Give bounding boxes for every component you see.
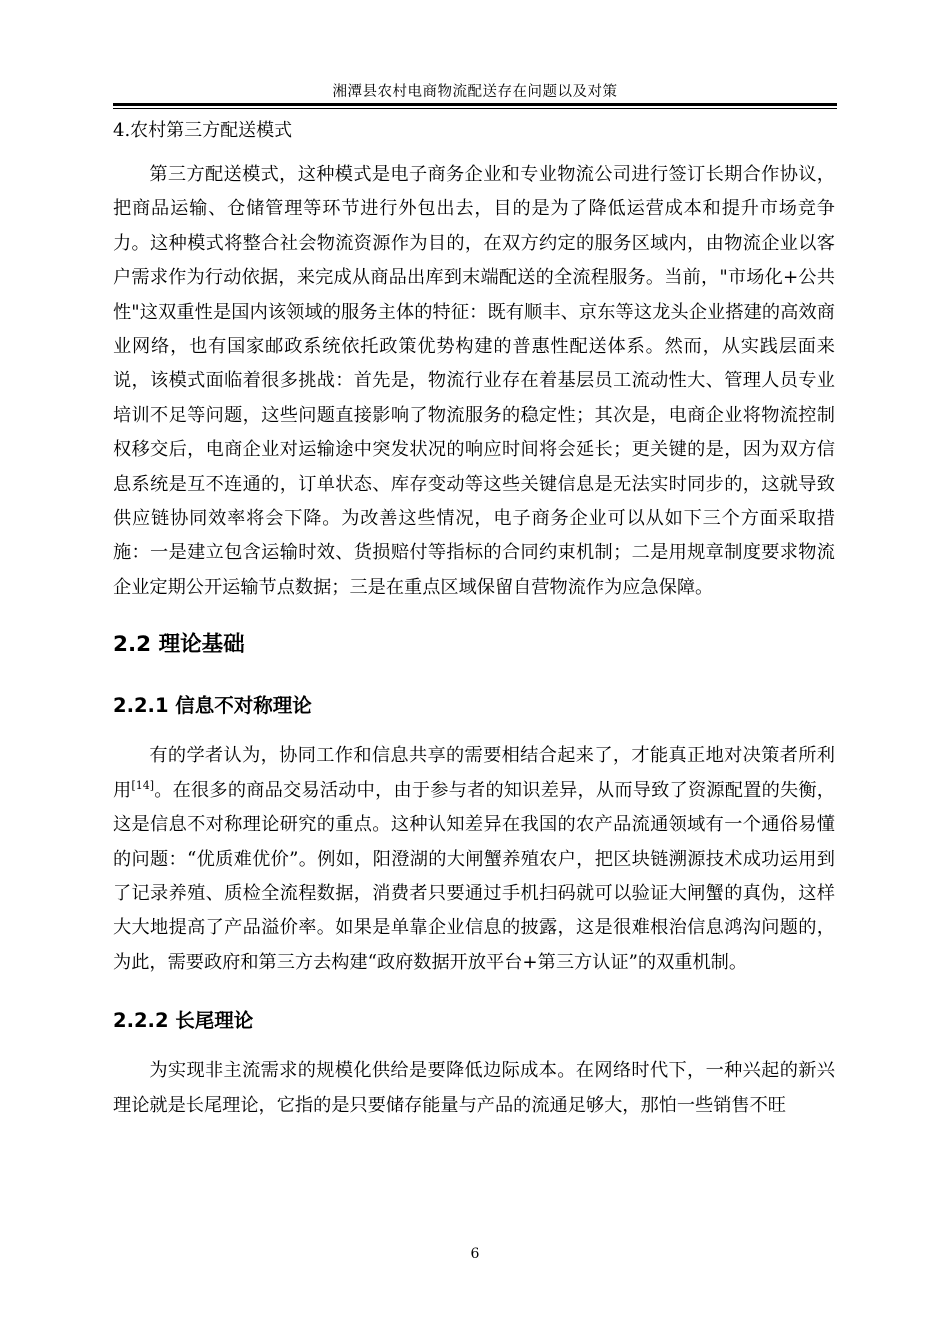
paragraph-third-party-delivery: 第三方配送模式，这种模式是电子商务企业和专业物流公司进行签订长期合作协议，把商品运输、仓储管理等环节进行外包出去，目的是为了降低运营成本和提升市场竞争力。这种模式将整合社会物流资源作为目的，在双方约定的服务区域内，由物流企业以客户需求作为行动依据，来完成从商品出库到末端配送的全流程服务。当前，"市场化+公共性"这双重性是国内该领域的服务主体的特征：既有顺丰、京东等这龙头企业搭建的高效商业网络，也有国家邮政系统依托政策优势构建的普惠性配送体系。然而，从实践层面来说，该模式面临着很多挑战：首先是，物流行业存在着基层员工流动性大、管理人员专业培训不足等问题，这些问题直接影响了物流服务的稳定性；其次是，电商企业将物流控制权移交后，电商企业对运输途中突发状况的响应时间将会延长；更关键的是，因为双方信息系统是互不连通的，订单状态、库存变动等这些关键信息是无法实时同步的，这就导致供应链协同效率将会下降。为改善这些情况，电子商务企业可以从如下三个方面采取措施：一是建立包含运输时效、货损赔付等指标的合同约束机制；二是用规章制度要求物流企业定期公开运输节点数据；三是在重点区域保留自营物流作为应急保障。 xyxy=(113,164,835,598)
paragraph-long-tail: 为实现非主流需求的规模化供给是要降低边际成本。在网络时代下，一种兴起的新兴理论就是长尾理论，它指的是只要储存能量与产品的流通足够大，那怕一些销售不旺 xyxy=(113,1060,835,1116)
paragraph-info-asymmetry xyxy=(113,739,835,980)
item-heading: 4.农村第三方配送模式 xyxy=(113,120,293,141)
citation-reference: [14] xyxy=(131,778,154,792)
section-heading: 2.2 理论基础 xyxy=(113,632,245,658)
subsection-heading-long-tail: 2.2.2 长尾理论 xyxy=(113,1009,254,1033)
header-rule-thin xyxy=(113,108,837,109)
paragraph-text-part1: 有的学者认为，协同工作和信息共享的需要相结合起来了，才能真正地对决策者所利用 xyxy=(113,745,835,801)
body-content xyxy=(113,116,835,1123)
page-number: 6 xyxy=(470,1246,480,1262)
running-header: 湘潭县农村电商物流配送存在问题以及对策 xyxy=(332,84,618,100)
paragraph-text-part2: 。在很多的商品交易活动中，由于参与者的知识差异，从而导致了资源配置的失衡，这是信息不对称理论研究的重点。这种认知差异在我国的农产品流通领域有一个通俗易懂的问题：“优质难优价”。例如，阳澄湖的大闸蟹养殖农户，把区块链溯源技术成功运用到了记录养殖、质检全流程数据，消费者只要通过手机扫码就可以验证大闸蟹的真伪，这样大大地提高了产品溢价率。如果是单靠企业信息的披露，这是很难根治信息鸿沟问题的，为此，需要政府和第三方去构建“政府数据开放平台+第三方认证”的双重机制。 xyxy=(113,779,835,973)
subsection-heading-info-asymmetry: 2.2.1 信息不对称理论 xyxy=(113,694,312,718)
header-rule-thick xyxy=(113,103,837,106)
